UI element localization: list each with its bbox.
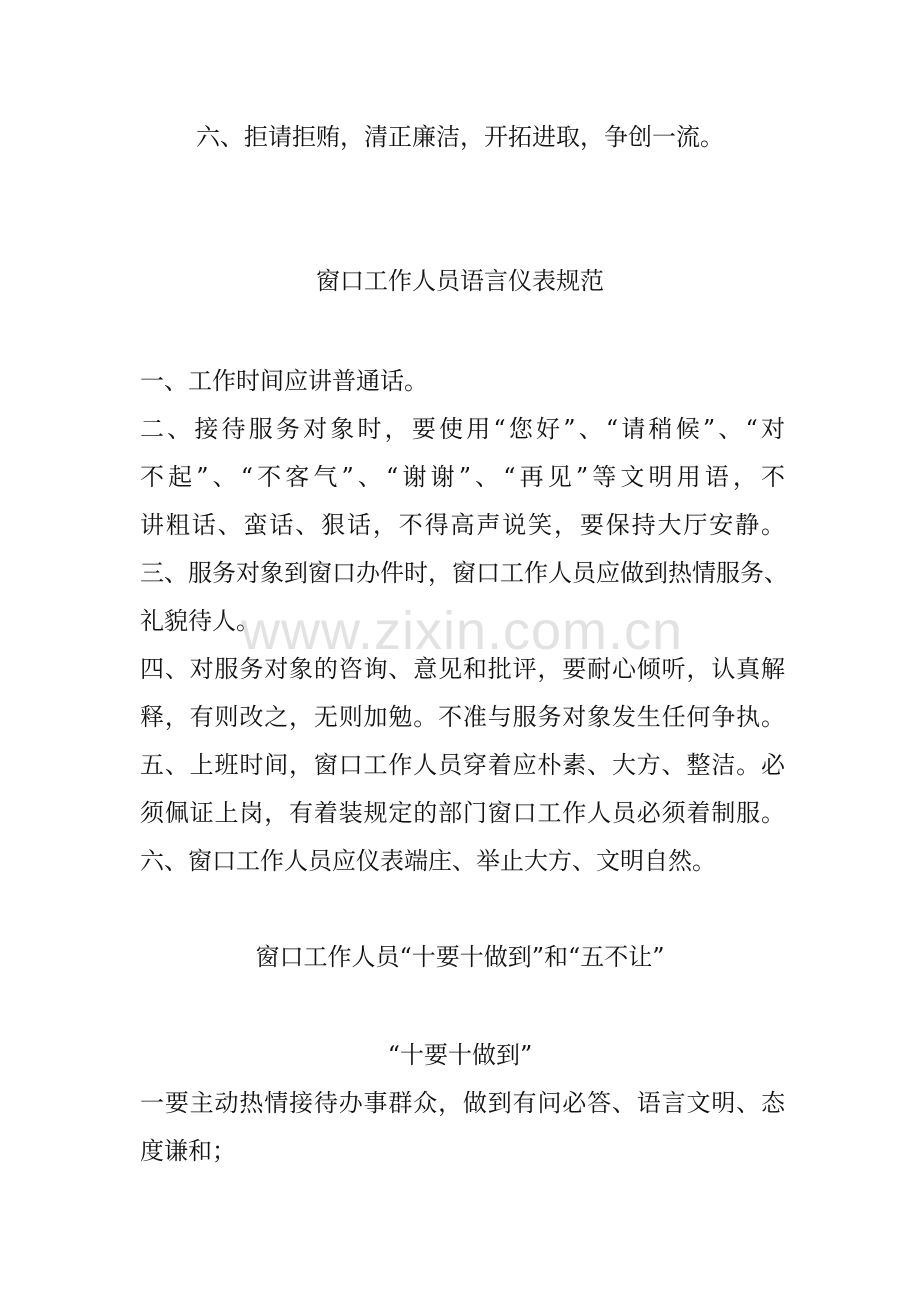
paragraph-line: 一要主动热情接待办事群众，做到有问必答、语言文明、态 bbox=[140, 1089, 785, 1117]
paragraph-line: 五、上班时间，窗口工作人员穿着应朴素、大方、整洁。必 bbox=[140, 751, 785, 779]
top-line: 六、拒请拒贿，清正廉洁，开拓进取，争创一流。 bbox=[196, 123, 724, 151]
paragraph-line: 四、对服务对象的咨询、意见和批评，要耐心倾听，认真解 bbox=[140, 655, 785, 683]
section1-title: 窗口工作人员语言仪表规范 bbox=[316, 267, 604, 295]
paragraph-line: 不起”、“不客气”、“谢谢”、“再见”等文明用语，不 bbox=[140, 463, 785, 491]
paragraph-line: 三、服务对象到窗口办件时，窗口工作人员应做到热情服务、 bbox=[140, 559, 788, 587]
section2-subtitle: “十要十做到” bbox=[387, 1041, 533, 1069]
paragraph-line: 礼貌待人。 bbox=[140, 607, 260, 635]
paragraph-line: 二、接待服务对象时，要使用“您好”、“请稍候”、“对 bbox=[140, 415, 785, 443]
paragraph-line: 六、窗口工作人员应仪表端庄、举止大方、文明自然。 bbox=[140, 847, 716, 875]
watermark: www.zixin.com.cn bbox=[240, 601, 684, 661]
section2-title: 窗口工作人员“十要十做到”和“五不让” bbox=[255, 943, 665, 971]
paragraph-line: 释，有则改之，无则加勉。不准与服务对象发生任何争执。 bbox=[140, 703, 785, 731]
paragraph-line: 度谦和； bbox=[140, 1137, 236, 1165]
paragraph-line: 讲粗话、蛮话、狠话，不得高声说笑，要保持大厅安静。 bbox=[140, 511, 785, 539]
paragraph-line: 须佩证上岗，有着装规定的部门窗口工作人员必须着制服。 bbox=[140, 799, 785, 827]
paragraph-line: 一、工作时间应讲普通话。 bbox=[140, 367, 428, 395]
